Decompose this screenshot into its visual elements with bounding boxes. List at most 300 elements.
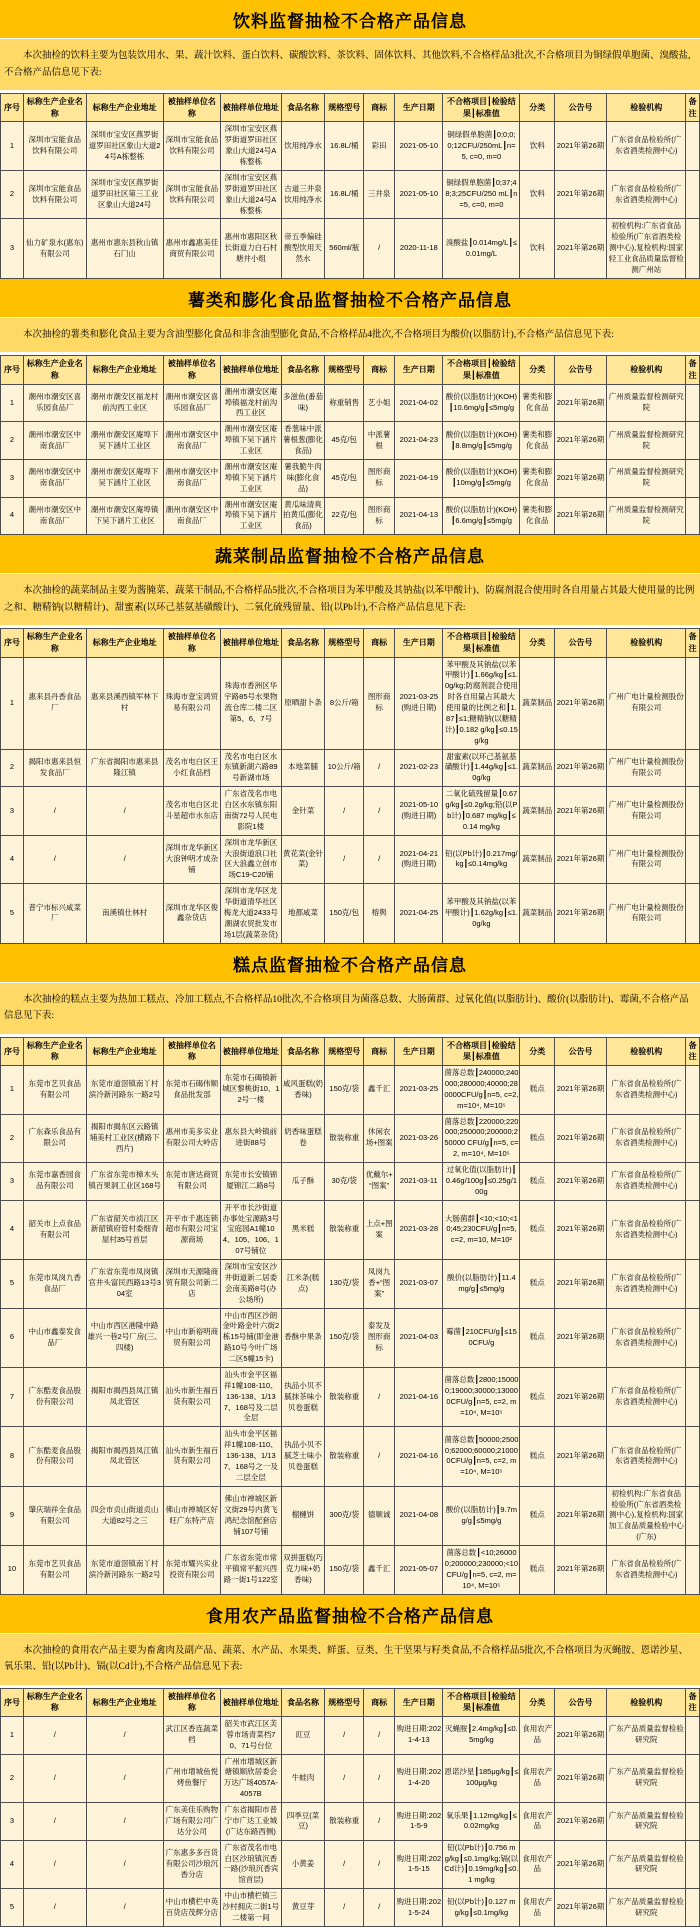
cell-seq: 1 [1,384,24,422]
column-header-sampled-unit-name: 被抽样单位名称 [163,94,220,122]
cell-inspection-agency: 广州广电计量检测股份有限公司 [607,787,686,836]
cell-remark [686,459,700,497]
cell-remark [686,884,700,943]
inspection-table [0,628,700,943]
cell-food-name: 牛蛙肉 [281,1754,325,1803]
cell-seq: 6 [1,1308,24,1367]
cell-sampled-unit-name: 汕头市新生福百货有限公司 [163,1367,220,1426]
cell-seq: 2 [1,1114,24,1163]
cell-producer-address: 深圳市宝安区燕罗街道罗田社区第三工业区象山大道24号 [86,170,163,219]
cell-category: 薯类和膨化食品 [520,422,554,460]
cell-notice-no: 2021年第26期 [554,1427,606,1486]
cell-brand: / [364,1427,395,1486]
cell-sampled-unit-address: 开平市长沙街道办事处宝源路3号宝庭园A1幢104、105、106、107号铺位 [221,1200,282,1259]
cell-sampled-unit-address: 中山市横栏镇三沙村拥庆二街1号二楼第一间 [221,1889,282,1927]
cell-production-date: 2021-04-16 [395,1367,443,1426]
cell-remark [686,1066,700,1115]
table-row [1,459,700,497]
cell-notice-no: 2021年第26期 [554,122,606,171]
cell-seq: 7 [1,1367,24,1426]
column-header-nonconforming-result: 不合格项目┃检验结果┃标准值 [443,629,520,657]
cell-notice-no: 2021年第26期 [554,1546,606,1595]
cell-inspection-agency: 广州质量监督检测研究院 [607,422,686,460]
cell-producer-address: / [86,787,163,836]
cell-seq: 2 [1,422,24,460]
section-intro [0,983,700,1034]
column-header-production-date: 生产日期 [395,94,443,122]
cell-brand: 图形商标 [364,459,395,497]
header-row [1,1037,700,1065]
column-header-remark: 备注 [686,356,700,384]
cell-brand: 优戴尔+“图案” [364,1163,395,1201]
cell-nonconforming-result: 酸价(以脂肪计)┃9.7mg/g┃≤5mg/g [443,1486,520,1545]
cell-inspection-agency: 广东省食品检验所(广东省酒类检测中心) [607,1308,686,1367]
header-row [1,94,700,122]
cell-producer-name: 潮州市潮安区中南食品厂 [23,422,86,460]
table-row [1,749,700,787]
cell-producer-address: / [86,1754,163,1803]
cell-brand: / [364,1754,395,1803]
cell-producer-address: 潮州市潮安区庵埠下吴下涵片工业区 [86,459,163,497]
cell-production-date: 2021-02-23 [395,749,443,787]
cell-producer-name: / [23,835,86,884]
column-header-inspection-agency: 检验机构 [607,94,686,122]
header-row [1,356,700,384]
column-header-category: 分类 [520,1037,554,1065]
cell-seq: 3 [1,219,24,278]
cell-spec-model: 150克/袋 [325,1546,364,1595]
cell-category: 糕点 [520,1066,554,1115]
cell-nonconforming-result: 铅(以Pb计)┃0.127 mg/kg┃≤0.1mg/kg [443,1889,520,1927]
column-header-spec-model: 规格型号 [325,1688,364,1716]
section-intro [0,318,700,353]
cell-producer-address: 潮州市潮安区庵埠下吴下涵片工业区 [86,422,163,460]
cell-brand: / [364,787,395,836]
cell-notice-no: 2021年第26期 [554,1308,606,1367]
cell-brand: 泰发及图形商标 [364,1308,395,1367]
cell-nonconforming-result: 酸价(以脂肪计)(KOH)┃10.6mg/g┃≤5mg/g [443,384,520,422]
cell-inspection-agency: 广东产品质量监督检验研究院 [607,1716,686,1754]
table-row [1,1803,700,1841]
cell-nonconforming-result: 灭蝇胺┃2.4mg/kg┃≤0.5mg/kg [443,1716,520,1754]
cell-remark [686,384,700,422]
cell-sampled-unit-address: 韶关市武江区芙蓉市场青菜档70、71号台位 [221,1716,282,1754]
cell-producer-name: 东莞市凤岗九香食品厂 [23,1260,86,1309]
header-row [1,629,700,657]
cell-notice-no: 2021年第26期 [554,497,606,535]
table-row [1,122,700,171]
intro-text: 本次抽检的糕点主要为热加工糕点、冷加工糕点,不合格样品10批次,不合格项目为菌落总数、大肠菌群、过氧化值(以脂肪计)、酸价(以脂肪计)、霉菌,不合格产品信息见下表: [4,994,689,1022]
cell-producer-address: 深圳市宝安区燕罗街道罗田社区象山大道24号A栋整栋 [86,122,163,171]
table-row [1,1716,700,1754]
cell-spec-model: 30克/袋 [325,1163,364,1201]
cell-producer-name: 仙力矿泉水(惠东)有限公司 [23,219,86,278]
table-row [1,1546,700,1595]
table-row [1,787,700,836]
cell-category: 蔬菜制品 [520,835,554,884]
column-header-seq: 序号 [1,1688,24,1716]
cell-spec-model: 150克/袋 [325,1308,364,1367]
cell-food-name: 小黄姜 [281,1840,325,1889]
cell-sampled-unit-name: 潮州市潮安区中南食品厂 [163,459,220,497]
cell-sampled-unit-name: 开平市千惠连锁超市有限公司宝源商场 [163,1200,220,1259]
cell-seq: 2 [1,749,24,787]
cell-remark [686,657,700,749]
cell-sampled-unit-address: 潮州市潮安区庵埠镇下吴下涵片工业区 [221,459,282,497]
cell-category: 薯类和膨化食品 [520,459,554,497]
cell-category: 糕点 [520,1163,554,1201]
cell-production-date: 2021-03-26 [395,1114,443,1163]
column-header-notice-no: 公告号 [554,629,606,657]
cell-spec-model: / [325,835,364,884]
cell-inspection-agency: 广东产品质量监督检验研究院 [607,1754,686,1803]
cell-spec-model: 45克/包 [325,422,364,460]
cell-brand: 鑫千汇 [364,1066,395,1115]
cell-inspection-agency: 广州广电计量检测股份有限公司 [607,657,686,749]
cell-notice-no: 2021年第26期 [554,1889,606,1927]
cell-category: 糕点 [520,1200,554,1259]
column-header-nonconforming-result: 不合格项目┃检验结果┃标准值 [443,1688,520,1716]
cell-food-name: 黄花菜(金针菜) [281,835,325,884]
cell-production-date: 购进日期:2021-4-20 [395,1754,443,1803]
inspection-table [0,1688,700,1927]
cell-production-date: 2021-04-21(购进日期) [395,835,443,884]
cell-producer-address: / [86,835,163,884]
cell-remark [686,170,700,219]
section-title: 食用农产品监督抽检不合格产品信息 [0,1595,700,1634]
cell-remark [686,1546,700,1595]
cell-remark [686,1200,700,1259]
cell-brand: 休闲农场+图案 [364,1114,395,1163]
intro-text: 本次抽检的薯类和膨化食品主要为含油型膨化食品和非含油型膨化食品,不合格样品4批次,不合格项目为酸价(以脂肪计),不合格产品信息见下表: [23,329,614,340]
cell-brand: / [364,1716,395,1754]
cell-sampled-unit-name: 茂名市电白区王小红食品档 [163,749,220,787]
cell-inspection-agency: 广州广电计量检测股份有限公司 [607,884,686,943]
cell-nonconforming-result: 酸价(以脂肪计)(KOH)┃10mg/g┃≤5mg/g [443,459,520,497]
cell-seq: 2 [1,1754,24,1803]
cell-sampled-unit-name: 深圳市宝能食品饮料有限公司 [163,122,220,171]
cell-producer-address: 惠州市惠东县秋山镇石门山 [86,219,163,278]
section-title: 饮料监督抽检不合格产品信息 [0,0,700,39]
table-row [1,1367,700,1426]
cell-brand: / [364,749,395,787]
cell-sampled-unit-name: 武江区香连蔬菜档 [163,1716,220,1754]
cell-nonconforming-result: 铅(以Pb计)┃0.217mg/kg┃≤0.14mg/kg [443,835,520,884]
cell-sampled-unit-address: 东莞市长安镇锦厦锦江二路8号 [221,1163,282,1201]
column-header-producer-name: 标称生产企业名称 [23,1688,86,1716]
column-header-sampled-unit-address: 被抽样单位地址 [221,629,282,657]
table-row [1,1889,700,1927]
cell-spec-model: / [325,1716,364,1754]
cell-nonconforming-result: 氧乐果┃1.12mg/kg┃≤0.02mg/kg [443,1803,520,1841]
cell-category: 食用农产品 [520,1889,554,1927]
cell-inspection-agency: 广州广电计量检测股份有限公司 [607,835,686,884]
cell-producer-address: / [86,1716,163,1754]
cell-notice-no: 2021年第26期 [554,384,606,422]
cell-remark [686,497,700,535]
column-header-brand: 商标 [364,356,395,384]
column-header-category: 分类 [520,94,554,122]
column-header-sampled-unit-name: 被抽样单位名称 [163,356,220,384]
cell-seq: 1 [1,122,24,171]
cell-remark [686,1114,700,1163]
cell-nonconforming-result: 铜绿假单胞菌┃0;37;48;3;25CFU/250 mL┃n=5, c=0, m=0 [443,170,520,219]
column-header-producer-address: 标称生产企业地址 [86,94,163,122]
cell-nonconforming-result: 过氧化值(以脂肪计)┃0.46g/100g┃≤0.25g/100g [443,1163,520,1201]
section-title: 薯类和膨化食品监督抽检不合格产品信息 [0,279,700,318]
column-header-seq: 序号 [1,94,24,122]
cell-inspection-agency: 初检机构:广东省食品检验所(广东省酒类检测中心),复检机构:国家加工食品质量检验中心(广东) [607,1486,686,1545]
cell-production-date: 2021-04-16 [395,1427,443,1486]
cell-notice-no: 2021年第26期 [554,787,606,836]
cell-category: 糕点 [520,1114,554,1163]
column-header-food-name: 食品名称 [281,356,325,384]
cell-nonconforming-result: 菌落总数┃<10;260000;200000;230000;<10CFU/g┃n=5, c=2, m=10⁴, M=10⁵ [443,1546,520,1595]
table-row [1,1308,700,1367]
cell-category: 食用农产品 [520,1840,554,1889]
cell-category: 蔬菜制品 [520,884,554,943]
cell-producer-name: 东莞市嘉香园食品有限公司 [23,1163,86,1201]
cell-food-name: 饮用纯净水 [281,122,325,171]
column-header-sampled-unit-address: 被抽样单位地址 [221,94,282,122]
column-header-production-date: 生产日期 [395,1037,443,1065]
cell-production-date: 2021-05-10 [395,122,443,171]
cell-producer-address: / [86,1889,163,1927]
cell-sampled-unit-name: 茂名市电白区北斗星超市水东店 [163,787,220,836]
cell-remark [686,749,700,787]
cell-brand: 鑫千汇 [364,1546,395,1595]
cell-notice-no: 2021年第26期 [554,657,606,749]
cell-remark [686,219,700,278]
table-row [1,1427,700,1486]
cell-seq: 1 [1,657,24,749]
cell-category: 食用农产品 [520,1803,554,1841]
cell-brand: / [364,1840,395,1889]
cell-producer-address: 潮州市潮安区福龙村前沟西工业区 [86,384,163,422]
intro-text: 本次抽检的蔬菜制品主要为酱腌菜、蔬菜干制品,不合格样品5批次,不合格项目为苯甲酸及其钠盐(以苯甲酸计)、防腐剂混合使用时各自用量占其最大使用量的比例之和、糖精钠(以糖精计)、甜蜜素(以环己基氨基磺酸计)、二氧化硫残留量、铅(以Pb计),不合格产品信息见下表: [4,586,695,613]
cell-notice-no: 2021年第26期 [554,1754,606,1803]
column-header-production-date: 生产日期 [395,1688,443,1716]
cell-notice-no: 2021年第26期 [554,1200,606,1259]
cell-inspection-agency: 广州质量监督检测研究院 [607,459,686,497]
cell-brand: 彩田 [364,122,395,171]
cell-producer-name: 广东酷麦食品股份有限公司 [23,1367,86,1426]
cell-inspection-agency: 初检机构:广东省食品检验所(广东省酒类检测中心),复检机构:国家轻工业食品质量监督检测广州站 [607,219,686,278]
cell-nonconforming-result: 酸价(以脂肪计)(KOH)┃6.6mg/g┃≤5mg/g [443,497,520,535]
cell-remark [686,835,700,884]
cell-producer-name: 惠来县丹香食品厂 [23,657,86,749]
cell-seq: 8 [1,1427,24,1486]
cell-production-date: 2021-03-28 [395,1200,443,1259]
cell-brand: 三井泉 [364,170,395,219]
cell-notice-no: 2021年第26期 [554,749,606,787]
cell-producer-address: 东莞市道滘镇南丫村滨冷新河路东一路2号 [86,1066,163,1115]
cell-inspection-agency: 广东产品质量监督检验研究院 [607,1840,686,1889]
cell-spec-model: 130克/袋 [325,1260,364,1309]
table-row [1,170,700,219]
cell-nonconforming-result: 菌落总数┃2800;150000;19000;30000;130000CFU/g┃n=5, c=2, m=10⁴, M=10⁵ [443,1367,520,1426]
cell-spec-model: / [325,1754,364,1803]
report-section-5 [0,1595,700,1927]
cell-notice-no: 2021年第26期 [554,1114,606,1163]
column-header-spec-model: 规格型号 [325,1037,364,1065]
cell-producer-name: / [23,1840,86,1889]
column-header-sampled-unit-name: 被抽样单位名称 [163,629,220,657]
cell-sampled-unit-address: 汕头市金平区福祥1幢108-110、136-138、1/137、168号之一及二层全层 [221,1427,282,1486]
cell-producer-address: 广东省东莞市樟木头镇百果洞工业区168号 [86,1163,163,1201]
cell-food-name: 本地菜脯 [281,749,325,787]
cell-spec-model: 10公斤/箱 [325,749,364,787]
cell-sampled-unit-name: 广东惠多多百货有限公司沙琅沉香分店 [163,1840,220,1889]
column-header-inspection-agency: 检验机构 [607,629,686,657]
cell-nonconforming-result: 溴酸盐┃0.014mg/L┃≤0.01mg/L [443,219,520,278]
cell-producer-address: / [86,1840,163,1889]
cell-seq: 2 [1,170,24,219]
cell-food-name: 奶香味蛋糕卷 [281,1114,325,1163]
table-row [1,1200,700,1259]
cell-category: 薯类和膨化食品 [520,384,554,422]
cell-spec-model: 560ml/瓶 [325,219,364,278]
column-header-seq: 序号 [1,1037,24,1065]
cell-inspection-agency: 广东省食品检验所(广东省酒类检测中心) [607,1260,686,1309]
cell-sampled-unit-name: 潮州市潮安区中南食品厂 [163,497,220,535]
cell-food-name: 榴槤饼 [281,1486,325,1545]
column-header-inspection-agency: 检验机构 [607,1688,686,1716]
cell-producer-address: 揭阳市揭东区云路镇埔美村工业区(横路下西片) [86,1114,163,1163]
cell-remark [686,1367,700,1426]
cell-brand: 图形商标 [364,497,395,535]
cell-brand: / [364,1367,395,1426]
cell-notice-no: 2021年第26期 [554,422,606,460]
cell-production-date: 2021-04-19 [395,459,443,497]
cell-producer-address: 东莞市道滘镇南丫村滨冷新河路东一路2号 [86,1546,163,1595]
cell-brand: 德顺诚 [364,1486,395,1545]
cell-sampled-unit-address: 深圳市龙华区龙华街道清华社区梅龙大道2433号潮湖农贸批发市场1层(蔬菜杂货) [221,884,282,943]
cell-spec-model: 300克/袋 [325,1486,364,1545]
cell-producer-name: 潮州市潮安区中南食品厂 [23,497,86,535]
cell-production-date: 2021-03-07 [395,1260,443,1309]
cell-producer-name: 东莞市艺贝食品有限公司 [23,1066,86,1115]
cell-food-name: 瓜子酥 [281,1163,325,1201]
cell-inspection-agency: 广东省食品检验所(广东省酒类检测中心) [607,1200,686,1259]
cell-producer-address: 揭阳市揭西县凤江镇凤北管区 [86,1427,163,1486]
cell-remark [686,1803,700,1841]
column-header-notice-no: 公告号 [554,356,606,384]
column-header-spec-model: 规格型号 [325,94,364,122]
column-header-producer-name: 标称生产企业名称 [23,356,86,384]
cell-sampled-unit-name: 中山市新裕明商贸有限公司 [163,1308,220,1367]
cell-producer-address: 南溪镇仕林村 [86,884,163,943]
cell-sampled-unit-address: 汕头市金平区福祥1幢108-110、136-138、1/137、168号及二层全层 [221,1367,282,1426]
cell-inspection-agency: 广东省食品检验所(广东省酒类检测中心) [607,1427,686,1486]
cell-spec-model: / [325,1840,364,1889]
cell-inspection-agency: 广东省食品检验所(广东省酒类检测中心) [607,1066,686,1115]
cell-remark [686,1716,700,1754]
cell-inspection-agency: 广东省食品检验所(广东省酒类检测中心) [607,1114,686,1163]
cell-brand: 上点+图案 [364,1200,395,1259]
cell-remark [686,1486,700,1545]
column-header-seq: 序号 [1,356,24,384]
cell-sampled-unit-address: 中山市西区沙朗金叶路金叶六街2栋15号铺(即金港路10号今叶广场二区5幢15卡) [221,1308,282,1367]
column-header-inspection-agency: 检验机构 [607,1037,686,1065]
cell-production-date: 购进日期:2021-5-15 [395,1840,443,1889]
column-header-sampled-unit-address: 被抽样单位地址 [221,1688,282,1716]
cell-category: 饮料 [520,219,554,278]
cell-spec-model: 16.8L/桶 [325,170,364,219]
cell-producer-name: 东莞市艺贝食品有限公司 [23,1546,86,1595]
cell-nonconforming-result: 大肠菌群┃<10;<10;<10;45;230CFU/g┃n=5, c=2, m=10, M=10² [443,1200,520,1259]
cell-producer-address: 中山市西区港隆中路雄兴一巷2号厂房(三、四楼) [86,1308,163,1367]
cell-spec-model: 散装称重 [325,1114,364,1163]
cell-production-date: 购进日期:2021-5-24 [395,1889,443,1927]
cell-seq: 3 [1,1803,24,1841]
column-header-seq: 序号 [1,629,24,657]
cell-spec-model: 22克/包 [325,497,364,535]
column-header-spec-model: 规格型号 [325,356,364,384]
cell-remark [686,1427,700,1486]
section-intro [0,574,700,625]
cell-notice-no: 2021年第26期 [554,170,606,219]
table-row [1,497,700,535]
cell-sampled-unit-address: 佛山市禅城区新文街29号内黄飞鸿纪念馆配套店铺107号铺 [221,1486,282,1545]
cell-sampled-unit-address: 广东省茂名市电白区水东镇东阳南街72号人民电影院1楼 [221,787,282,836]
cell-remark [686,1308,700,1367]
column-header-nonconforming-result: 不合格项目┃检验结果┃标准值 [443,1037,520,1065]
cell-notice-no: 2021年第26期 [554,219,606,278]
cell-inspection-agency: 广东省食品检验所(广东省酒类检测中心) [607,1163,686,1201]
inspection-table [0,93,700,279]
cell-producer-name: 潮州市潮安区喜乐园食品厂 [23,384,86,422]
cell-sampled-unit-address: 东莞市石碣镇新城区黎桃街10、12号一楼 [221,1066,282,1115]
cell-inspection-agency: 广州质量监督检测研究院 [607,497,686,535]
column-header-food-name: 食品名称 [281,1688,325,1716]
section-title: 糕点监督抽检不合格产品信息 [0,944,700,983]
cell-inspection-agency: 广东省食品检验所(广东省酒类检测中心) [607,122,686,171]
cell-category: 薯类和膨化食品 [520,497,554,535]
cell-category: 糕点 [520,1486,554,1545]
cell-producer-name: 韶关市上点食品有限公司 [23,1200,86,1259]
cell-category: 食用农产品 [520,1716,554,1754]
cell-production-date: 2021-03-25(购进日期) [395,657,443,749]
cell-producer-address: 揭阳市揭西县凤江镇凤北管区 [86,1367,163,1426]
column-header-notice-no: 公告号 [554,1037,606,1065]
cell-notice-no: 2021年第26期 [554,1260,606,1309]
table-row [1,1114,700,1163]
column-header-production-date: 生产日期 [395,356,443,384]
table-row [1,1840,700,1889]
report-section-1 [0,0,700,279]
cell-sampled-unit-name: 深圳市龙华区俊鑫杂货店 [163,884,220,943]
cell-food-name: 薯我脆牛肉味(膨化食品) [281,459,325,497]
column-header-producer-name: 标称生产企业名称 [23,94,86,122]
section-intro [0,39,700,90]
cell-food-name: 执品小贝不腻抹茶味小贝卷蛋糕 [281,1367,325,1426]
column-header-food-name: 食品名称 [281,1037,325,1065]
cell-production-date: 2021-03-11 [395,1163,443,1201]
cell-food-name: 原晒甜卜条 [281,657,325,749]
table-row [1,1260,700,1309]
cell-seq: 10 [1,1546,24,1595]
cell-remark [686,1163,700,1201]
cell-producer-name: 广东森乐食品有限公司 [23,1114,86,1163]
column-header-nonconforming-result: 不合格项目┃检验结果┃标准值 [443,94,520,122]
column-header-brand: 商标 [364,94,395,122]
cell-nonconforming-result: 铜绿假单胞菌┃0;0;0;0;12CFU/250mL┃n=5, c=0, m=0 [443,122,520,171]
cell-seq: 4 [1,835,24,884]
cell-production-date: 购进日期:2021-5-9 [395,1803,443,1841]
cell-remark [686,787,700,836]
cell-sampled-unit-name: 珠海市壹宝鸿贸易有限公司 [163,657,220,749]
